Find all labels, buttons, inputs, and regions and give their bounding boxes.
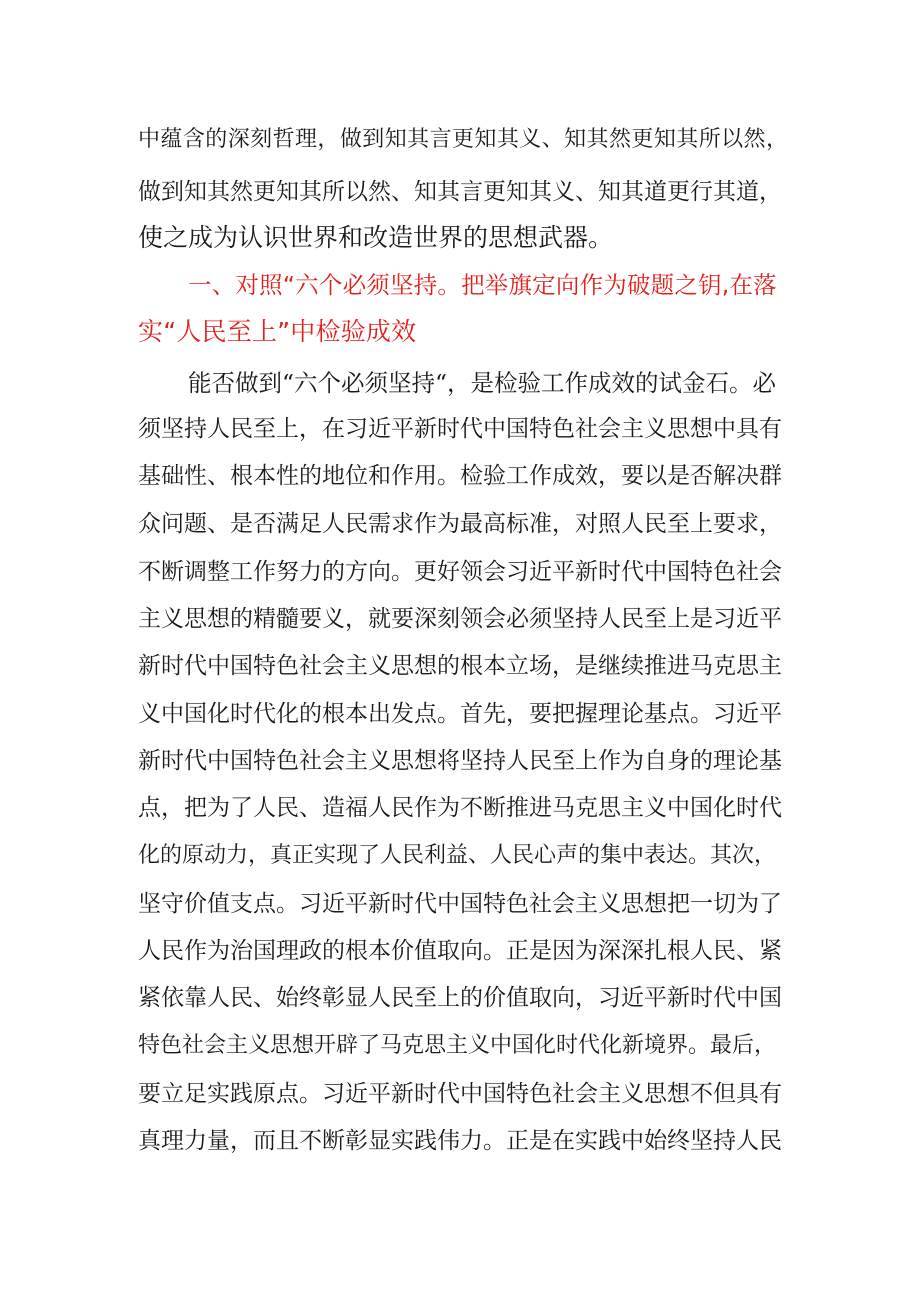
text-line: 人民作为治国理政的根本价值取向。正是因为深深扎根人民、紧	[138, 938, 782, 964]
section-heading: 一、对照“六个必须坚持。把举旗定向作为破题之钥,在落	[188, 271, 777, 299]
text-line: 特色社会主义思想开辟了马克思主义中国化时代化新境界。最后，	[138, 1033, 777, 1058]
text-line: 主义思想的精髓要义，就要深刻领会必须坚持人民至上是习近平	[138, 606, 782, 632]
section-heading: 实“人民至上”中检验成效	[138, 317, 417, 346]
text-line: 义中国化时代化的根本出发点。首先，要把握理论基点。习近平	[138, 701, 782, 727]
text-line: 中蕴含的深刻哲理，做到知其言更知其义、知其然更知其所以然，	[138, 127, 788, 152]
text-line: 做到知其然更知其所以然、知其言更知其义、知其道更行其道，	[138, 179, 782, 205]
text-line: 要立足实践原点。习近平新时代中国特色社会主义思想不但具有	[138, 1081, 782, 1107]
text-line: 新时代中国特色社会主义思想将坚持人民至上作为自身的理论基	[138, 748, 782, 774]
text-line: 坚守价值支点。习近平新时代中国特色社会主义思想把一切为了	[138, 891, 782, 917]
text-line: 基础性、根本性的地位和作用。检验工作成效，要以是否解决群	[138, 463, 782, 489]
text-line: 须坚持人民至上，在习近平新时代中国特色社会主义思想中具有	[138, 416, 782, 442]
text-line: 点，把为了人民、造福人民作为不断推进马克思主义中国化时代	[138, 795, 782, 821]
text-line: 紧依靠人民、始终彰显人民至上的价值取向，习近平新时代中国	[138, 985, 782, 1011]
text-line: 众问题、是否满足人民需求作为最高标准，对照人民至上要求，	[138, 511, 782, 537]
text-line: 化的原动力，真正实现了人民利益、人民心声的集中表达。其次，	[138, 843, 777, 868]
text-line: 不断调整工作努力的方向。更好领会习近平新时代中国特色社会	[138, 559, 782, 585]
text-line: 新时代中国特色社会主义思想的根本立场，是继续推进马克思主	[138, 653, 782, 679]
text-line: 使之成为认识世界和改造世界的思想武器。	[138, 223, 614, 252]
text-line: 能否做到“六个必须坚持“，是检验工作成效的试金石。必	[188, 369, 777, 397]
text-line: 真理力量，而且不断彰显实践伟力。正是在实践中始终坚持人民	[138, 1128, 782, 1154]
